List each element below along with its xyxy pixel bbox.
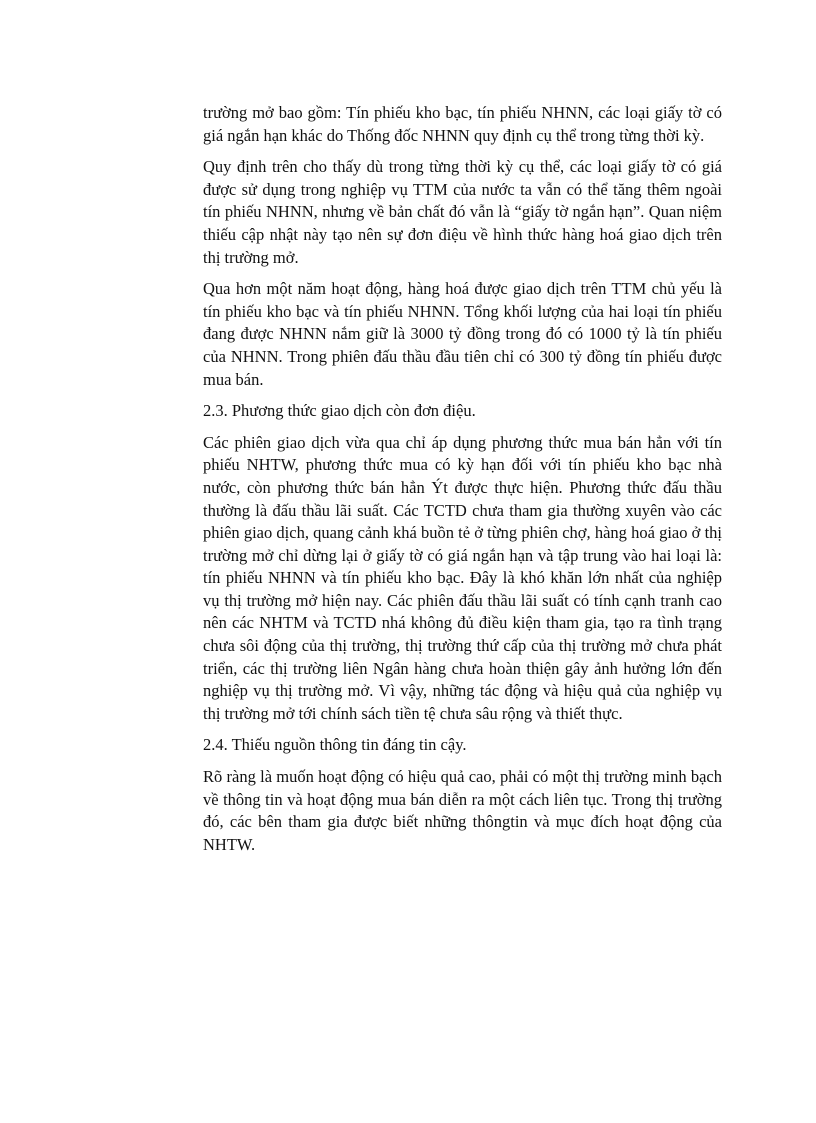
paragraph-open-market-instruments: trường mở bao gồm: Tín phiếu kho bạc, tín phiếu NHNN, các loại giấy tờ có giá ngắn hạn khác do Thống đốc NHNN quy định cụ thể trong từng thời kỳ. xyxy=(203,103,722,145)
paragraph-regulation-analysis: Quy định trên cho thấy dù trong từng thời kỳ cụ thể, các loại giấy tờ có giá được sử dụng trong nghiệp vụ TTM của nước ta vẫn có thể tăng thêm ngoài tín phiếu NHNN, nhưng về bản chất đó vẫn là “giấy tờ ngắn hạn”. Quan niệm thiếu cập nhật này tạo nên sự đơn điệu về hình thức hàng hoá giao dịch trên thị trường mở. xyxy=(203,157,722,267)
paragraph-first-year-activity: Qua hơn một năm hoạt động, hàng hoá được giao dịch trên TTM chủ yếu là tín phiếu kho bạc và tín phiếu NHNN. Tổng khối lượng của hai loại tín phiếu đang được NHNN nắm giữ là 3000 tỷ đồng trong đó có 1000 tỷ là tín phiếu của NHNN. Trong phiên đấu thầu đầu tiên chỉ có 300 tỷ đồng tín phiếu được mua bán. xyxy=(203,279,722,389)
paragraph-trading-methods: Các phiên giao dịch vừa qua chỉ áp dụng phương thức mua bán hẳn với tín phiếu NHTW, phương thức mua có kỳ hạn đối với tín phiếu kho bạc nhà nước, còn phương thức bán hẳn Ýt được thực hiện. Phương thức đấu thầu thường là đấu thầu lãi suất. Các TCTD chưa tham gia thường xuyên vào các phiên giao dịch, quang cảnh khá buồn tẻ ở từng phiên chợ, hàng hoá giao ở thị trường mở chỉ dừng lại ở giấy tờ có giá ngắn hạn và tập trung vào hai loại là: tín phiếu NHNN và tín phiếu kho bạc. Đây là khó khăn lớn nhất của nghiệp vụ thị trường mở hiện nay. Các phiên đấu thầu lãi suất có tính cạnh tranh cao nên các NHTM và TCTD nhá không đủ điều kiện tham gia, tạo ra tình trạng chưa sôi động của thị trường, thị trường thứ cấp của thị trường mở chưa phát triển, các thị trường liên Ngân hàng chưa hoàn thiện gây ảnh hưởng lớn đến nghiệp vụ thị trường mở. Vì vậy, những tác động và hiệu quả của nghiệp vụ thị trường mở tới chính sách tiền tệ chưa sâu rộng và thiết thực. xyxy=(203,432,722,723)
document-page xyxy=(203,102,722,865)
section-heading-2-3: 2.3. Phương thức giao dịch còn đơn điệu. xyxy=(203,401,476,421)
section-heading-2-4: 2.4. Thiếu nguồn thông tin đáng tin cậy. xyxy=(203,735,467,755)
paragraph-information-sources: Rõ ràng là muốn hoạt động có hiệu quả cao, phải có một thị trường minh bạch về thông tin và hoạt động mua bán diễn ra một cách liên tục. Trong thị trường đó, các bên tham gia được biết những thôngtin và mục đích hoạt động của NHTW. xyxy=(203,767,722,854)
